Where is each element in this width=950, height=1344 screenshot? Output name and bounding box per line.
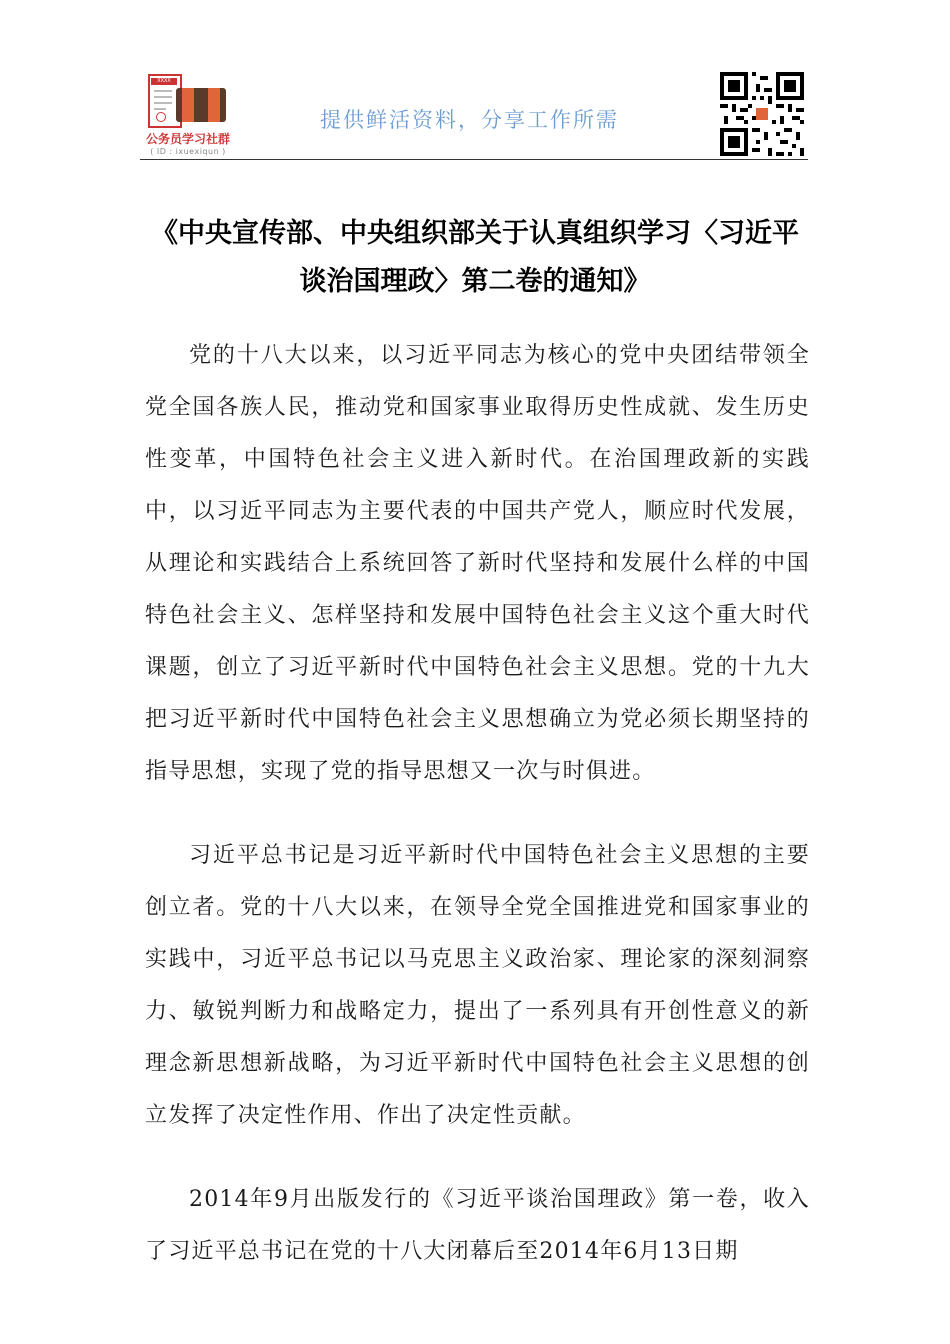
page-header bbox=[140, 68, 808, 160]
briefcase-icon bbox=[176, 88, 226, 122]
document-title: 《中央宣传部、中央组织部关于认真组织学习〈习近平谈治国理政〉第二卷的通知》 bbox=[151, 218, 799, 297]
qr-code-icon[interactable] bbox=[720, 72, 804, 156]
header-divider bbox=[140, 159, 808, 160]
paragraph: 党的十八大以来，以习近平同志为核心的党中央团结带领全党全国各族人民，推动党和国家事业取得历史性成就、发生历史性变革，中国特色社会主义进入新时代。在治国理政新的实践中，以习近平同志为主要代表的中国共产党人，顺应时代发展，从理论和实践结合上系统回答了新时代坚持和发展什么样的中国特色社会主义、怎样坚持和发展中国特色社会主义这个重大时代课题，创立了习近平新时代中国特色社会主义思想。党的十九大把习近平新时代中国特色社会主义思想确立为党必须长期坚持的指导思想，实现了党的指导思想又一次与时俱进。 bbox=[145, 343, 810, 784]
header-slogan: 提供鲜活资料，分享工作所需 bbox=[320, 108, 619, 132]
logo-name: 公务员学习社群 bbox=[145, 132, 230, 146]
logo bbox=[140, 72, 236, 156]
document-body bbox=[145, 330, 810, 1310]
logo-id: ( ID : ixuexiqun ) bbox=[150, 147, 226, 156]
paragraph: 习近平总书记是习近平新时代中国特色社会主义思想的主要创立者。党的十八大以来，在领导全党全国推进党和国家事业的实践中，习近平总书记以马克思主义政治家、理论家的深刻洞察力、敏锐判断力和战略定力，提出了一系列具有开创性意义的新理念新思想新战略，为习近平新时代中国特色社会主义思想的创立发挥了决定性作用、作出了决定性贡献。 bbox=[145, 843, 810, 1128]
logo-badge: XXXX bbox=[151, 78, 177, 85]
paragraph: 2014年9月出版发行的《习近平谈治国理政》第一卷，收入了习近平总书记在党的十八大闭幕后至2014年6月13日期 bbox=[145, 1187, 810, 1264]
